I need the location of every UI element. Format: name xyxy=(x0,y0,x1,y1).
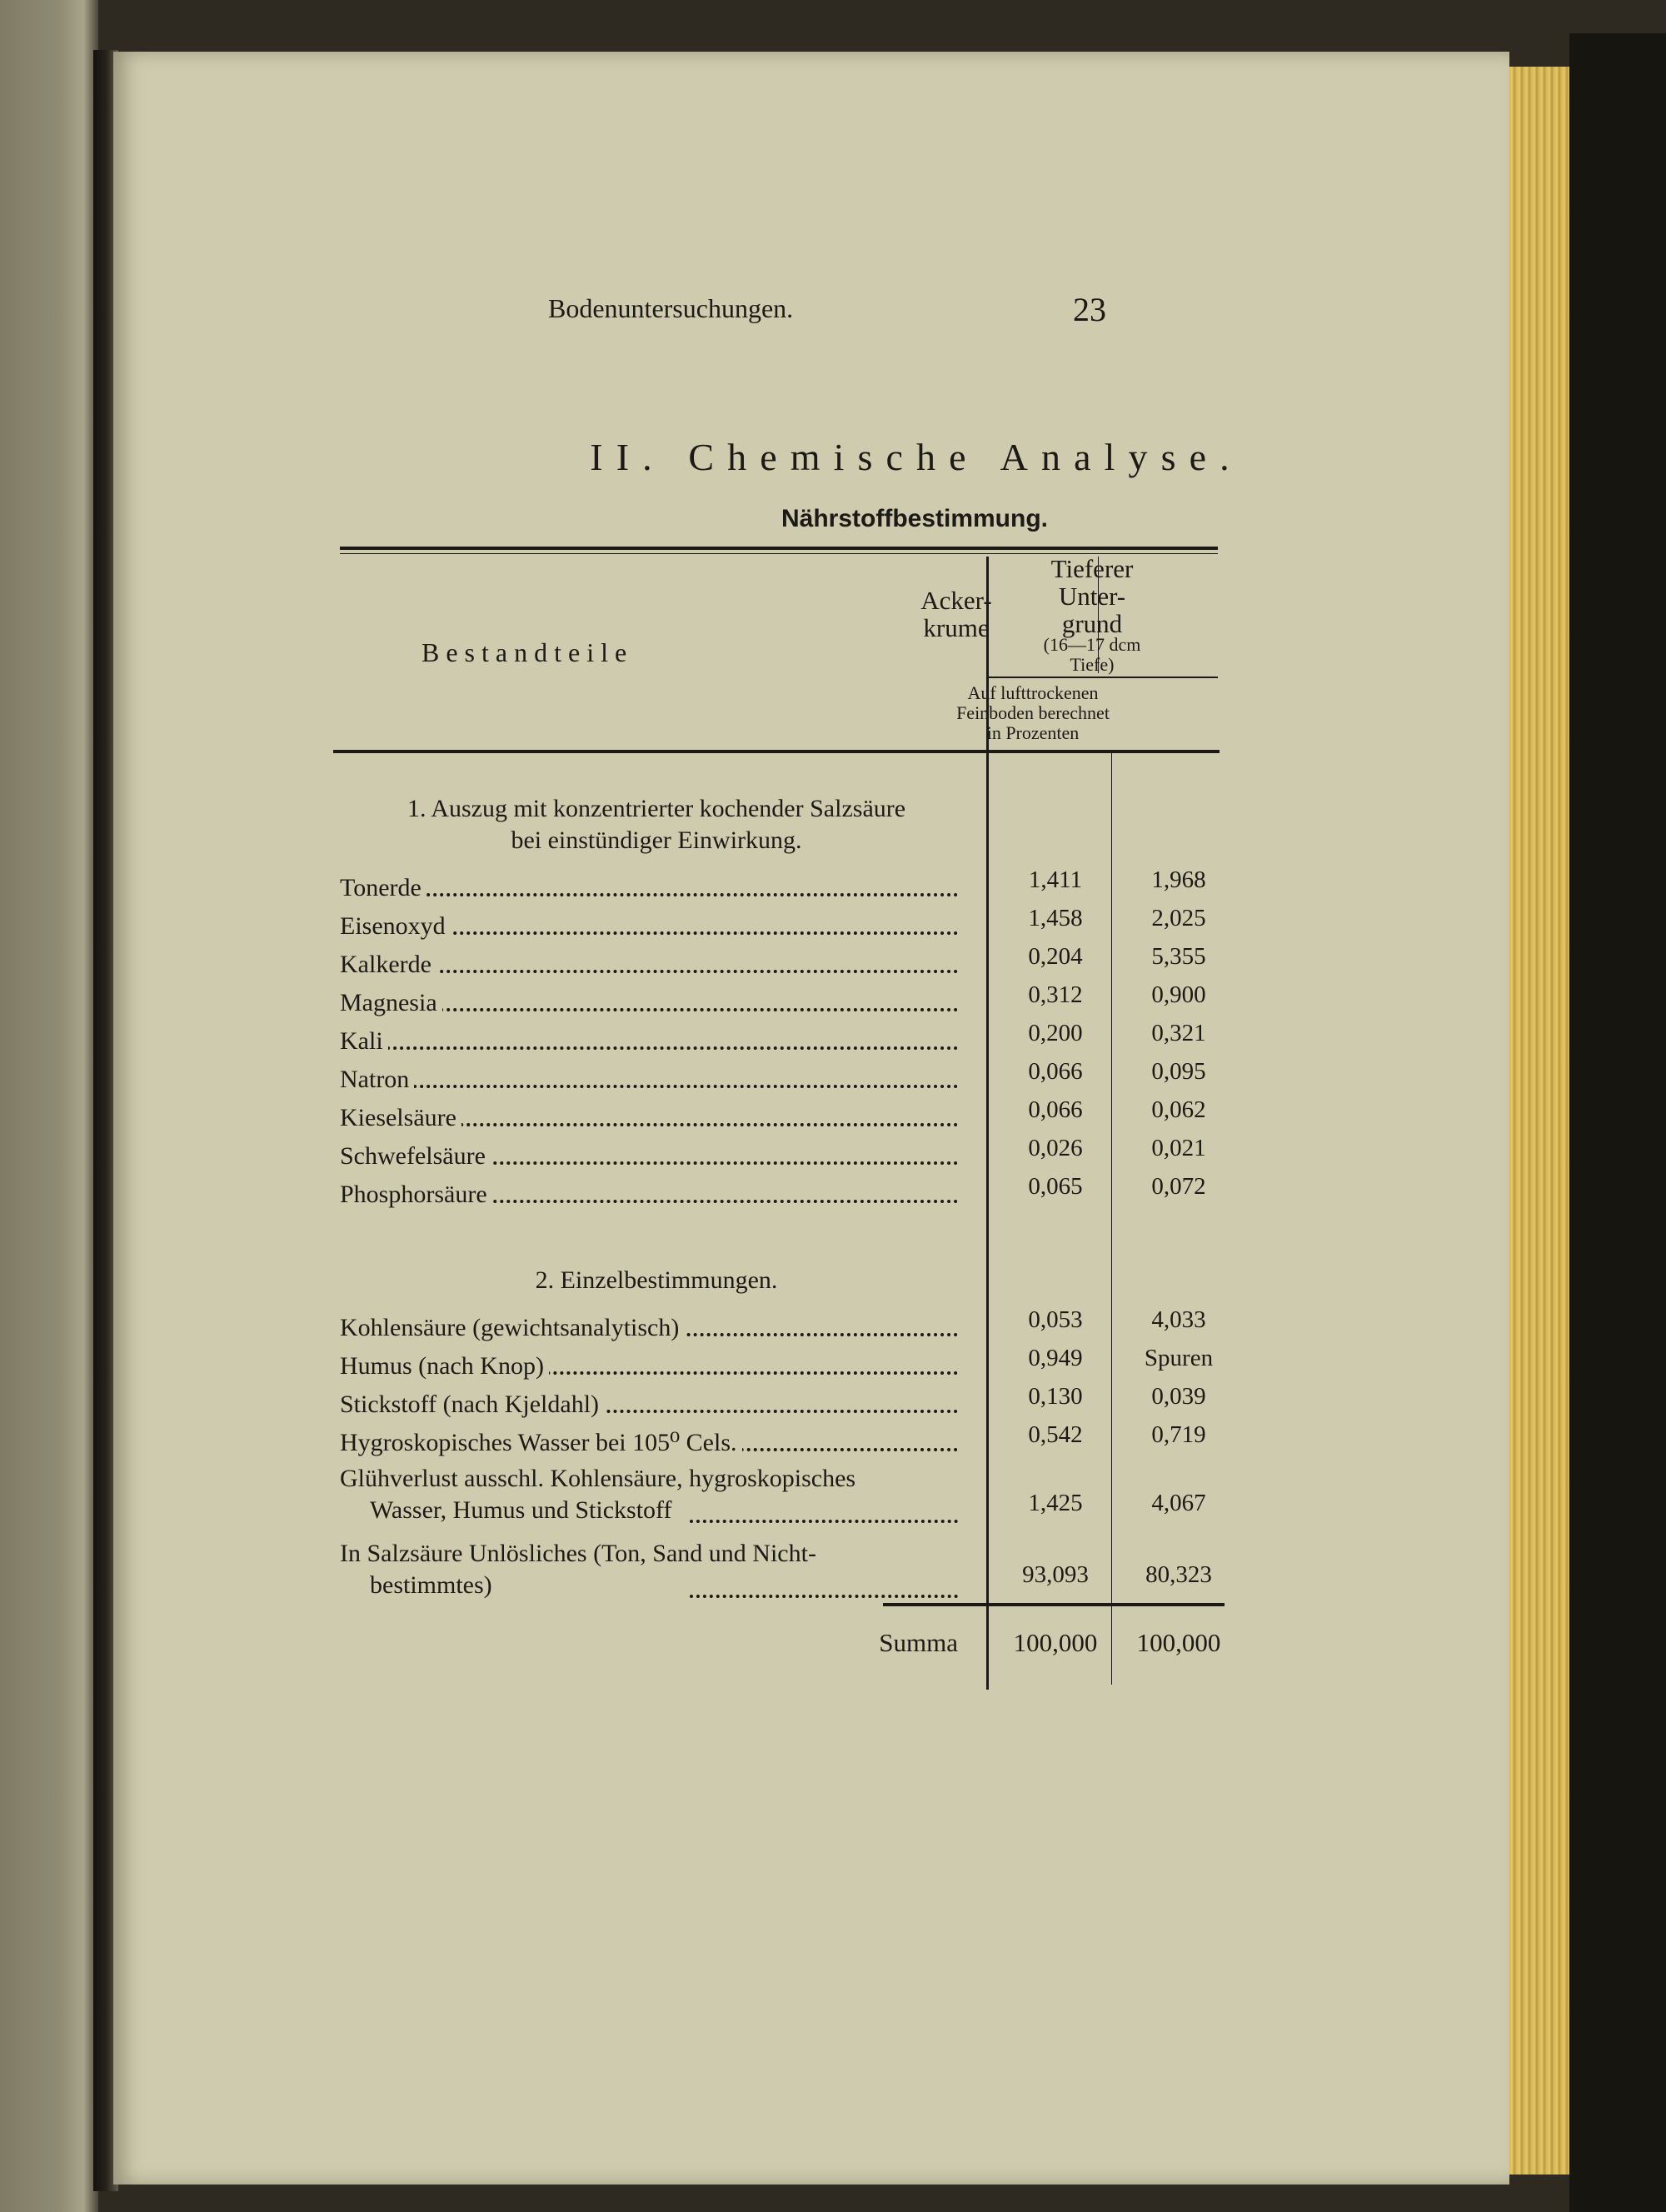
value-untergrund: Spuren xyxy=(1144,1345,1214,1371)
value-ackerkrume: 0,026 xyxy=(1028,1135,1083,1161)
table-row-label xyxy=(340,1026,958,1056)
row-label-text: Stickstoff (nach Kjeldahl) xyxy=(340,1391,604,1418)
value-untergrund: 0,095 xyxy=(1151,1058,1206,1085)
value-ackerkrume: 0,066 xyxy=(1028,1058,1083,1085)
table-row-label xyxy=(340,1180,958,1210)
row-label-text: Schwefelsäure xyxy=(340,1142,491,1170)
header-inner-rule xyxy=(988,677,1218,678)
table-row-label xyxy=(340,1390,958,1420)
row-label-line: Glühverlust ausschl. Kohlensäure, hygroskopisches xyxy=(340,1465,856,1492)
summa-untergrund: 100,000 xyxy=(1136,1628,1221,1657)
header-untergrund: Tieferer Unter- grund xyxy=(1050,554,1134,638)
value-ackerkrume: 0,542 xyxy=(1028,1421,1083,1448)
value-ackerkrume: 1,411 xyxy=(1028,866,1083,893)
row-label-text: Phosphorsäure xyxy=(340,1181,492,1208)
value-untergrund: 4,033 xyxy=(1151,1306,1206,1333)
row-label-line: In Salzsäure Unlösliches (Ton, Sand und Nicht- xyxy=(340,1540,816,1567)
value-untergrund: 0,039 xyxy=(1151,1383,1206,1410)
row-label-text: Hygroskopisches Wasser bei 105⁰ Cels. xyxy=(340,1429,742,1456)
running-title: Bodenuntersuchungen. xyxy=(548,293,794,323)
table-row-label xyxy=(340,1313,958,1343)
value-untergrund: 5,355 xyxy=(1151,943,1206,970)
row-label-line: Wasser, Humus und Stickstoff xyxy=(340,1495,676,1526)
table-row-label xyxy=(340,1351,958,1381)
value-untergrund: 80,323 xyxy=(1145,1561,1212,1588)
value-untergrund: 0,062 xyxy=(1151,1096,1206,1123)
page-edges xyxy=(1509,67,1569,2175)
value-ackerkrume: 0,130 xyxy=(1028,1383,1083,1410)
row-label-text: Eisenoxyd xyxy=(340,912,451,940)
section-subtitle: Nährstoffbestimmung. xyxy=(781,505,1048,532)
value-untergrund: 2,025 xyxy=(1151,905,1206,931)
value-ackerkrume: 0,204 xyxy=(1028,943,1083,970)
value-ackerkrume: 0,065 xyxy=(1028,1173,1083,1200)
value-ackerkrume: 0,053 xyxy=(1028,1306,1083,1333)
row-label-text: Kieselsäure xyxy=(340,1104,461,1131)
header-untergrund-depth: (16—17 dcm Tiefe) xyxy=(1043,634,1141,675)
leader-dots xyxy=(340,1085,958,1088)
value-ackerkrume: 0,312 xyxy=(1028,981,1083,1008)
table-row-label xyxy=(340,1428,958,1458)
row-label-text xyxy=(340,1538,958,1601)
row-label-text: Kohlensäure (gewichtsanalytisch) xyxy=(340,1314,684,1341)
leader-dots xyxy=(340,893,958,896)
table-row-label xyxy=(340,873,958,903)
header-unit-note: Auf lufttrockenen Feinboden berechnet in Prozenten xyxy=(956,682,1110,743)
table-top-rule xyxy=(340,547,1218,550)
table-row-label xyxy=(340,988,958,1018)
table-row-label xyxy=(340,1065,958,1095)
value-untergrund: 0,900 xyxy=(1151,981,1206,1008)
row-label-text: Natron xyxy=(340,1066,414,1093)
group1-heading: 1. Auszug mit konzentrierter kochender Salzsäure bei einstündiger Einwirkung. xyxy=(407,795,906,854)
value-untergrund: 0,072 xyxy=(1151,1173,1206,1200)
summa-ackerkrume: 100,000 xyxy=(1013,1628,1098,1657)
row-label-text xyxy=(340,1463,958,1526)
section-title: II. Chemische Analyse. xyxy=(590,436,1243,478)
row-label-text: Magnesia xyxy=(340,989,442,1016)
row-label-text: Tonerde xyxy=(340,874,426,901)
value-untergrund: 0,021 xyxy=(1151,1135,1206,1161)
table-row-label xyxy=(340,950,958,980)
table-row-label xyxy=(340,1463,958,1530)
row-label-line: bestimmtes) xyxy=(340,1570,497,1601)
value-untergrund: 0,321 xyxy=(1151,1020,1206,1046)
row-label-text: Humus (nach Knop) xyxy=(340,1352,549,1380)
table-row-label xyxy=(340,911,958,941)
table-row-label xyxy=(340,1141,958,1171)
row-label-text: Kali xyxy=(340,1027,388,1055)
header-ackerkrume: Acker- krume xyxy=(920,586,992,642)
value-ackerkrume: 1,425 xyxy=(1028,1490,1083,1516)
value-ackerkrume: 0,200 xyxy=(1028,1020,1083,1046)
value-ackerkrume: 0,949 xyxy=(1028,1345,1083,1371)
row-label-text: Kalkerde xyxy=(340,951,436,978)
value-untergrund: 0,719 xyxy=(1151,1421,1206,1448)
value-ackerkrume: 93,093 xyxy=(1022,1561,1089,1588)
facing-page-edge xyxy=(0,0,98,2212)
book-cover xyxy=(1569,33,1666,2212)
group2-heading: 2. Einzelbestimmungen. xyxy=(535,1266,778,1294)
header-bestandteile: Bestandteile xyxy=(421,637,634,667)
value-untergrund: 4,067 xyxy=(1151,1490,1206,1516)
summa-label: Summa xyxy=(879,1628,958,1657)
value-ackerkrume: 1,458 xyxy=(1028,905,1083,931)
value-untergrund: 1,968 xyxy=(1151,866,1206,893)
table-row-label xyxy=(340,1103,958,1133)
table-row-label xyxy=(340,1538,958,1605)
leader-dots xyxy=(340,1046,958,1050)
page-number: 23 xyxy=(1073,291,1106,328)
value-ackerkrume: 0,066 xyxy=(1028,1096,1083,1123)
header-bottom-rule xyxy=(333,750,1220,753)
